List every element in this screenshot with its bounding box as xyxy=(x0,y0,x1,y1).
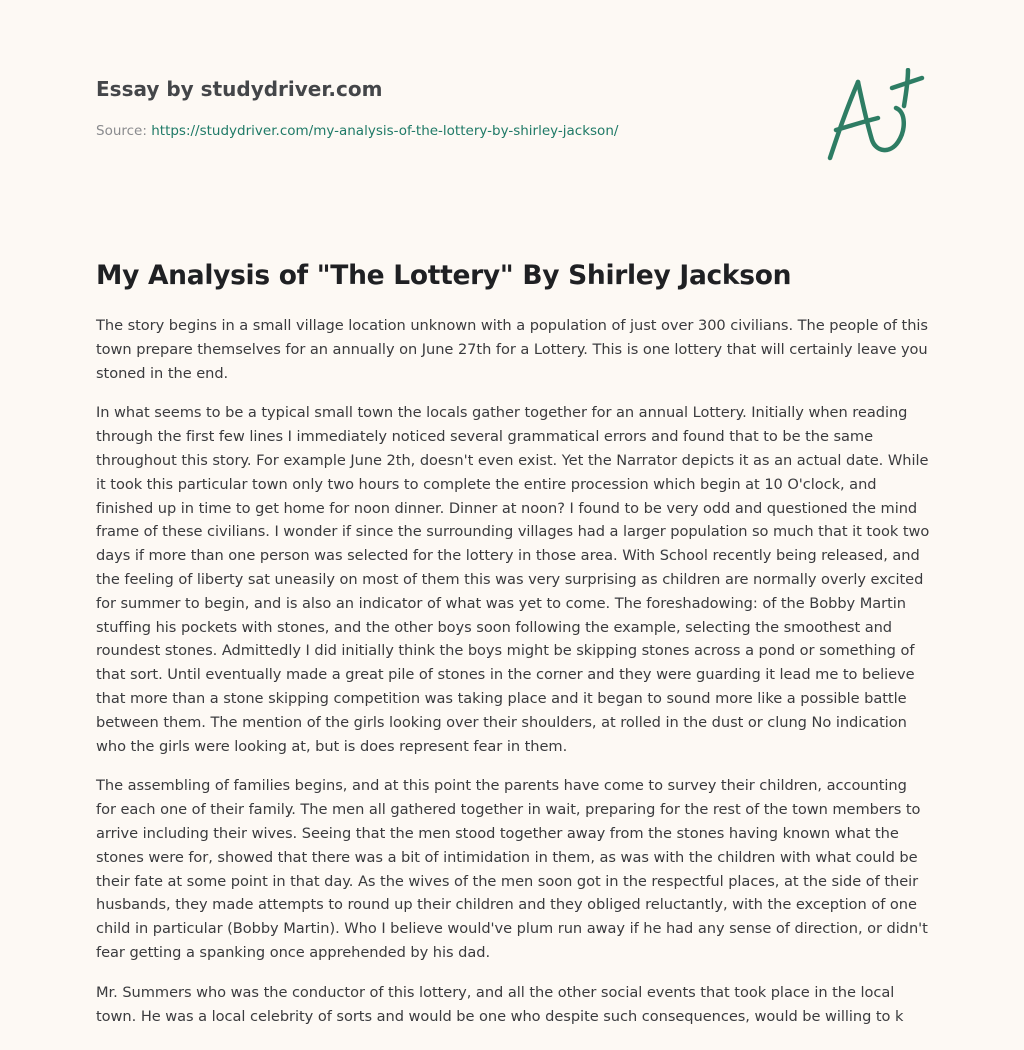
paragraph: The story begins in a small village location unknown with a population of just over 300 civilians. The people of this town prepare themselves for an annually on June 27th for a Lottery. This is one lottery that will certainly leave you stoned in the end. xyxy=(96,317,928,382)
paragraph: The assembling of families begins, and at this point the parents have come to survey their children, accounting for each one of their family. The men all gathered together in wait, preparing for the rest of the town members to arrive including their wives. Seeing that the men stood together away from the stones having known what the stones were for, showed that there was a bit of intimidation in them, as was with the children with what could be their fate at some point in that day. As the wives of the men soon got in the respectful places, at the side of their husbands, they made attempts to round up their children and they obliged reluctantly, with the exception of one child in particular (Bobby Martin). Who I believe would've plum run away if he had any sense of direction, or didn't fear getting a spanking once apprehended by his dad. xyxy=(96,777,928,961)
paragraph: Mr. Summers who was the conductor of this lottery, and all the other social events that took place in the local town. He was a local celebrity of sorts and would be one who despite such consequences, would be willing to k xyxy=(96,983,904,1025)
a-plus-logo-icon xyxy=(822,68,930,166)
essay-body xyxy=(96,314,930,1044)
essay-header xyxy=(96,74,796,141)
paragraph: In what seems to be a typical small town the locals gather together for an annual Lottery. Initially when reading through the first few lines I immediately noticed several grammatical errors and found that to be the same throughout this story. For example June 2th, doesn't even exist. Yet the Narrator depicts it as an actual date. While it took this particular town only two hours to complete the entire procession which begin at 10 O'clock, and finished up in time to get home for noon dinner. Dinner at noon? I found to be very odd and questioned the mind frame of these civilians. I wonder if since the surrounding villages had a larger population so much that it took two days if more than one person was selected for the lottery in those area. With School recently being released, and the feeling of liberty sat uneasily on most of them this was very surprising as children are normally overly excited for summer to begin, and is also an indicator of what was yet to come. The foreshadowing: of the Bobby Martin stuffing his pockets with stones, and the other boys soon following the example, selecting the smoothest and roundest stones. Admittedly I did initially think the boys might be skipping stones across a pond or something of that sort. Until eventually made a great pile of stones in the corner and they were guarding it lead me to believe that more than a stone skipping competition was taking place and it began to sound more like a possible battle between them. The mention of the girls looking over their shoulders, at rolled in the dust or clung No indication who the girls were looking at, but is does represent fear in them. xyxy=(96,404,930,755)
source-line xyxy=(96,121,796,141)
site-title: Essay by studydriver.com xyxy=(96,77,383,101)
document-title: My Analysis of "The Lottery" By Shirley Jackson xyxy=(96,260,792,291)
a-plus-logo xyxy=(822,68,930,166)
source-label: Source: xyxy=(96,123,152,139)
source-link[interactable]: https://studydriver.com/my-analysis-of-the-lottery-by-shirley-jackson/ xyxy=(151,123,619,139)
